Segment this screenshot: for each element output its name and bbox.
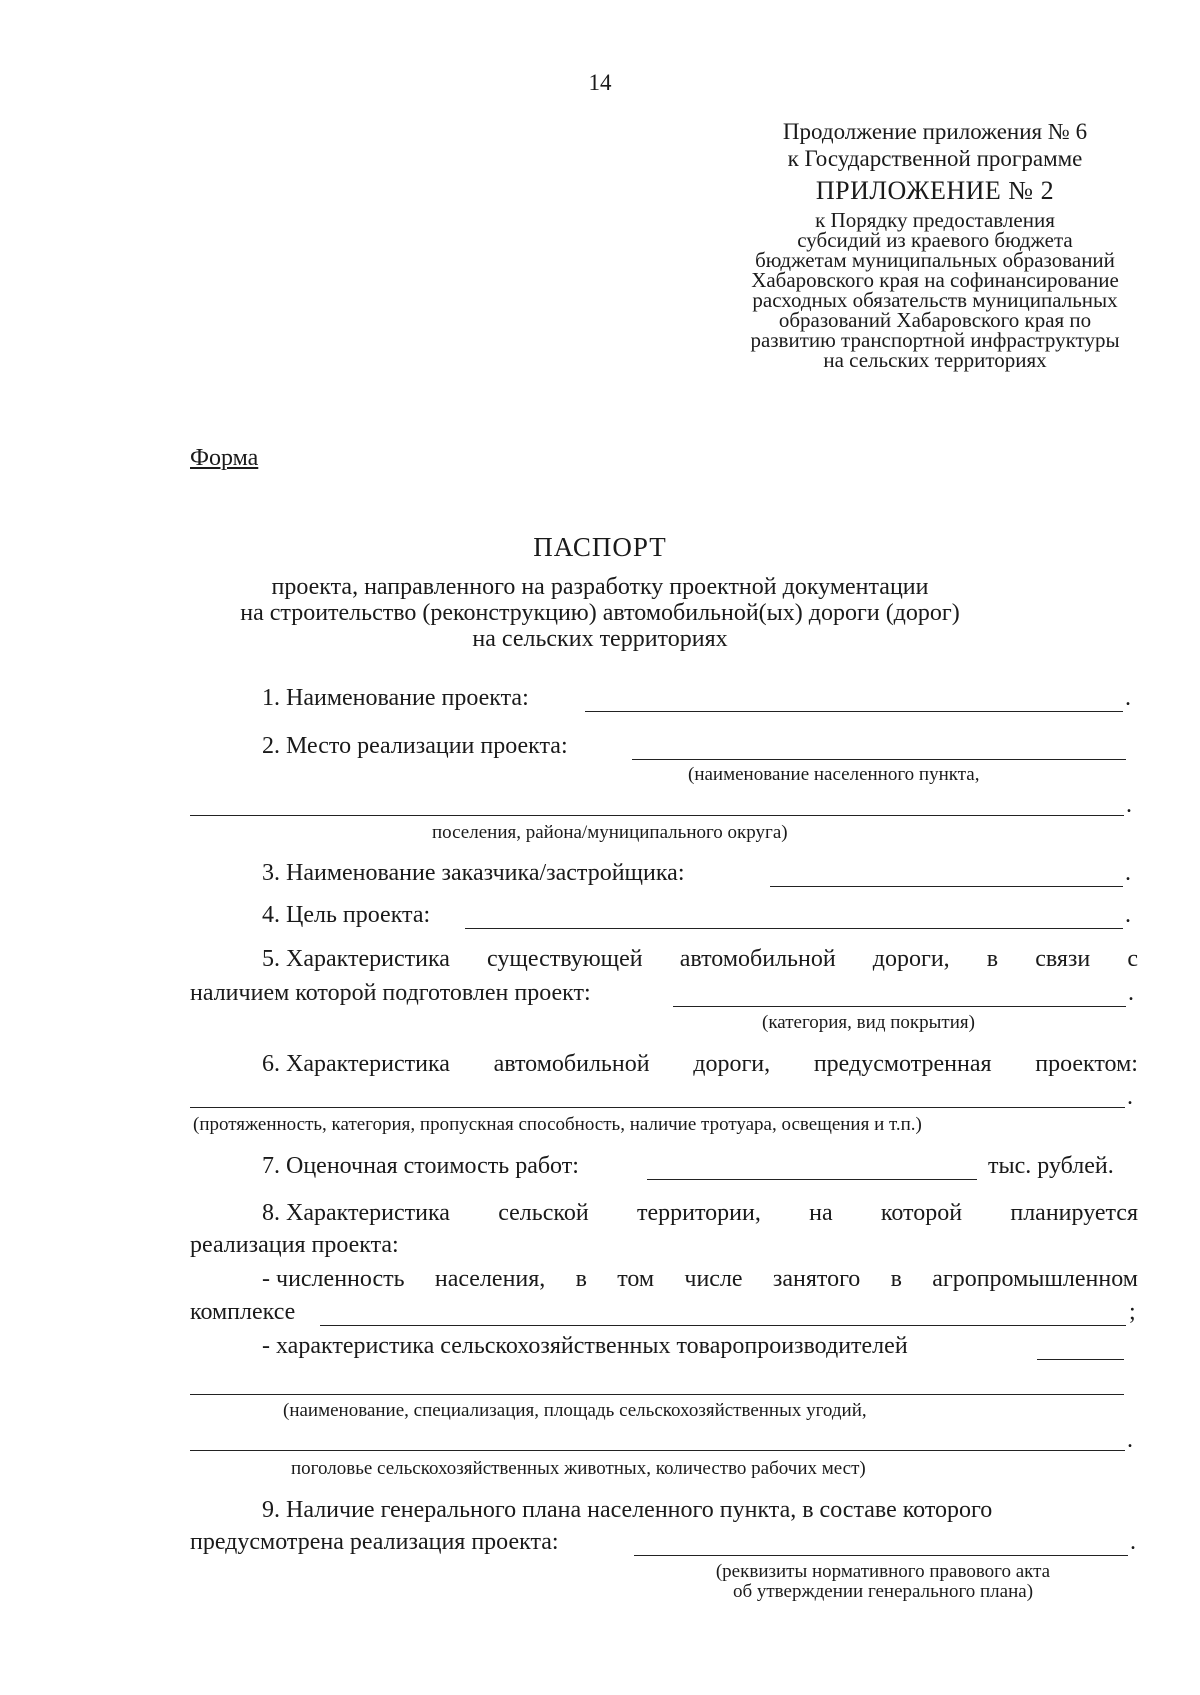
word: занятого (772, 1266, 861, 1292)
word: с (1127, 946, 1138, 972)
word: дороги, (872, 946, 950, 972)
word: автомобильной (493, 1051, 650, 1077)
item-2-field-continued[interactable] (190, 815, 1124, 816)
order-line: на сельских территориях (823, 348, 1047, 372)
item-8-hint: (наименование, специализация, площадь сельскохозяйственных угодий, (283, 1400, 867, 1421)
word: проектом: (1035, 1051, 1138, 1077)
item-8-semicolon: ; (1129, 1299, 1136, 1325)
item-8-line-1 (262, 1200, 1138, 1227)
subtitle-line: на строительство (реконструкцию) автомобильной(ых) дороги (дорог) (240, 600, 960, 626)
word: территории, (636, 1200, 761, 1226)
word: сельской (498, 1200, 589, 1226)
order-line: бюджетам муниципальных образований (755, 248, 1115, 272)
word: том (617, 1266, 655, 1292)
item-5-label: наличием которой подготовлен проект: (190, 980, 591, 1006)
item-9-period: . (1130, 1529, 1136, 1555)
word: числе (684, 1266, 743, 1292)
order-line: субсидий из краевого бюджета (797, 228, 1073, 252)
appendix-title: ПРИЛОЖЕНИЕ № 2 (815, 176, 1055, 205)
word: дороги, (693, 1051, 771, 1077)
word: планируется (1010, 1200, 1138, 1226)
item-2-period: . (1126, 792, 1132, 818)
item-6-line-1 (262, 1051, 1138, 1078)
word: на (809, 1200, 833, 1226)
item-9-label: предусмотрена реализация проекта: (190, 1529, 559, 1555)
item-1-period: . (1125, 685, 1131, 711)
hint-line: об утверждении генерального плана) (732, 1581, 1034, 1602)
word: в (575, 1266, 587, 1292)
item-8-line-2: реализация проекта: (190, 1232, 399, 1258)
item-7-field[interactable] (647, 1179, 977, 1180)
item-4-period: . (1125, 902, 1131, 928)
item-5-line-1 (262, 946, 1138, 973)
word: населения, (434, 1266, 546, 1292)
word: - численность (262, 1266, 405, 1292)
item-5-field[interactable] (673, 1006, 1126, 1007)
document-subtitle (0, 574, 1200, 652)
item-5-period: . (1128, 980, 1134, 1006)
appendix-order-reference (700, 210, 1170, 370)
word: 6. Характеристика (262, 1051, 450, 1077)
order-line: к Порядку предоставления (815, 208, 1055, 232)
form-label: Форма (190, 445, 259, 471)
order-line: развитию транспортной инфраструктуры (750, 328, 1120, 352)
word: в (890, 1266, 902, 1292)
item-3-period: . (1125, 860, 1131, 886)
item-8-sub-1 (262, 1266, 1138, 1293)
item-4-field[interactable] (465, 928, 1123, 929)
item-5-hint: (категория, вид покрытия) (762, 1012, 975, 1033)
item-6-period: . (1127, 1084, 1133, 1110)
word: агропромышленном (932, 1266, 1138, 1292)
word: существующей (487, 946, 643, 972)
item-3-label: 3. Наименование заказчика/застройщика: (262, 860, 685, 886)
item-9-line-1: 9. Наличие генерального плана населенного пункта, в составе которого (262, 1497, 993, 1523)
item-8-hint: поголовье сельскохозяйственных животных, количество рабочих мест) (291, 1458, 866, 1479)
item-4-label: 4. Цель проекта: (262, 902, 431, 928)
item-6-field[interactable] (190, 1107, 1125, 1108)
order-line: Хабаровского края на софинансирование (751, 268, 1119, 292)
item-1-field[interactable] (585, 711, 1123, 712)
word: 8. Характеристика (262, 1200, 450, 1226)
order-line: расходных обязательств муниципальных (752, 288, 1118, 312)
order-line: образований Хабаровского края по (778, 308, 1092, 332)
item-9-hint (663, 1562, 1103, 1602)
continuation-line: к Государственной программе (787, 146, 1083, 171)
word: предусмотренная (813, 1051, 992, 1077)
word: связи (1035, 946, 1091, 972)
word: автомобильной (679, 946, 836, 972)
subtitle-line: проекта, направленного на разработку проектной документации (271, 574, 929, 600)
subtitle-line: на сельских территориях (472, 626, 728, 652)
item-8-period: . (1127, 1427, 1133, 1453)
appendix-continuation (700, 118, 1170, 172)
item-8-sub-2-field-continued[interactable] (190, 1450, 1125, 1451)
item-2-hint: поселения, района/муниципального округа) (432, 822, 788, 843)
item-1-label: 1. Наименование проекта: (262, 685, 529, 711)
item-9-field[interactable] (634, 1555, 1128, 1556)
document-title: ПАСПОРТ (533, 532, 667, 562)
continuation-line: Продолжение приложения № 6 (782, 119, 1088, 144)
item-8-sub-2-label: - характеристика сельскохозяйственных товаропроизводителей (262, 1333, 908, 1359)
word: в (986, 946, 999, 972)
item-2-label: 2. Место реализации проекта: (262, 733, 568, 759)
item-8-sub-1-label: комплексе (190, 1299, 296, 1325)
item-7-label: 7. Оценочная стоимость работ: (262, 1153, 579, 1179)
item-8-sub-1-field[interactable] (320, 1325, 1126, 1326)
item-2-field[interactable] (632, 759, 1126, 760)
page-number: 14 (588, 70, 612, 95)
item-8-sub-2-field-continued[interactable] (190, 1394, 1124, 1395)
item-6-hint: (протяженность, категория, пропускная способность, наличие тротуара, освещения и т.п.) (193, 1114, 922, 1135)
item-8-sub-2-field[interactable] (1037, 1359, 1124, 1360)
word: 5. Характеристика (262, 946, 450, 972)
hint-line: (реквизиты нормативного правового акта (715, 1561, 1051, 1582)
word: которой (880, 1200, 963, 1226)
item-7-unit: тыс. рублей. (988, 1153, 1114, 1179)
item-3-field[interactable] (770, 886, 1123, 887)
item-2-hint: (наименование населенного пункта, (688, 764, 980, 785)
